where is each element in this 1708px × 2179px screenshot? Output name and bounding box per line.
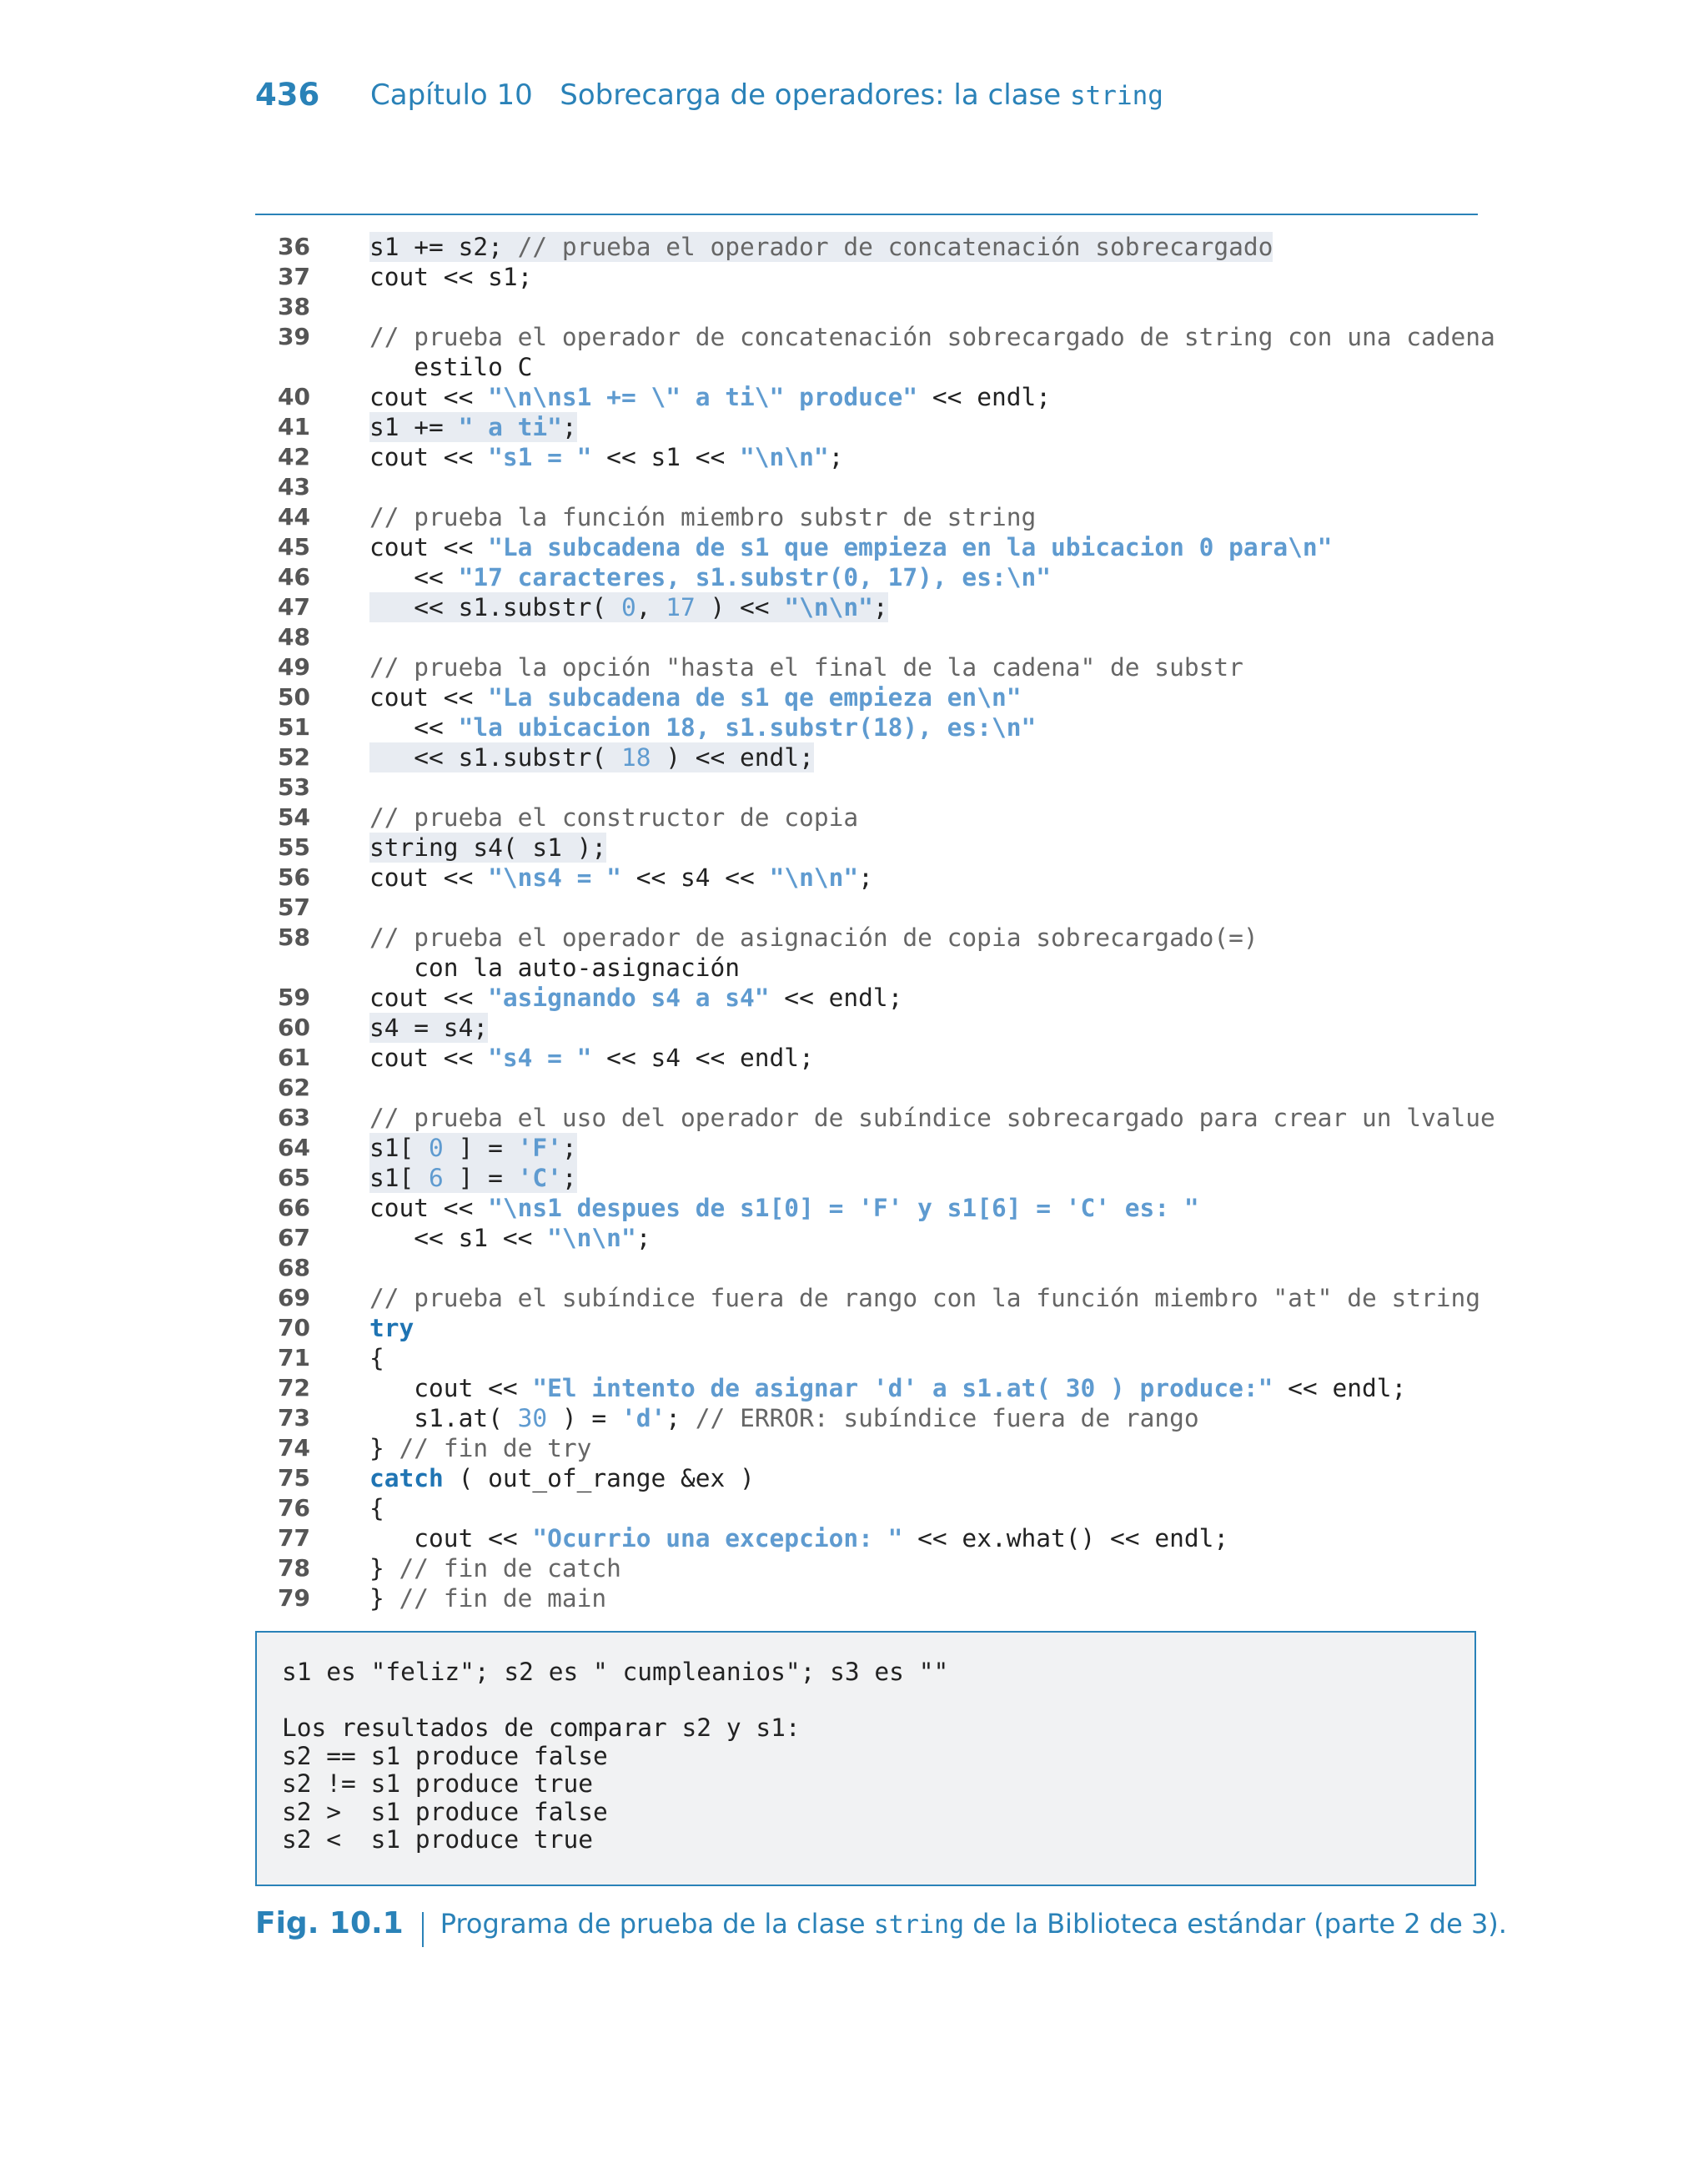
- output-line: s1 es "feliz"; s2 es " cumpleanios"; s3 es "": [282, 1658, 949, 1686]
- code-text: // prueba el subíndice fuera de rango con la función miembro "at" de string: [369, 1284, 1481, 1312]
- line-number: 47: [278, 593, 310, 621]
- code-line: [255, 803, 1478, 833]
- line-number: 52: [278, 743, 310, 771]
- code-text: cout << s1;: [369, 263, 533, 291]
- code-line: [255, 472, 1478, 502]
- code-line: [255, 1223, 1478, 1253]
- code-listing: [255, 232, 1495, 1613]
- code-text: cout << "s4 = " << s4 << endl;: [369, 1044, 814, 1072]
- code-line: [255, 1043, 1478, 1073]
- code-text: << "la ubicacion 18, s1.substr(18), es:\n": [369, 713, 1037, 742]
- code-line: [255, 1253, 1478, 1283]
- line-number: 58: [278, 923, 310, 951]
- code-text: cout << "La subcadena de s1 que empieza en la ubicacion 0 para\n": [369, 533, 1333, 561]
- code-line: [255, 292, 1478, 322]
- line-number: 68: [278, 1254, 310, 1281]
- code-line: [255, 953, 1478, 983]
- code-line: [255, 232, 1478, 262]
- code-line: [255, 712, 1478, 742]
- code-line: [255, 863, 1478, 893]
- code-text: // prueba el uso del operador de subíndice sobrecargado para crear un lvalue: [369, 1104, 1495, 1132]
- code-line: [255, 1463, 1478, 1493]
- code-line: [255, 1163, 1478, 1193]
- code-text: try: [369, 1314, 414, 1342]
- code-line: [255, 983, 1478, 1013]
- line-number: 76: [278, 1494, 310, 1522]
- line-number: 77: [278, 1524, 310, 1552]
- code-line: [255, 772, 1478, 803]
- line-number: 73: [278, 1404, 310, 1432]
- chapter-title-text: Sobrecarga de operadores: la clase: [560, 78, 1062, 112]
- code-text: // prueba el operador de asignación de copia sobrecargado(=): [369, 923, 1258, 952]
- line-number: 79: [278, 1584, 310, 1612]
- line-number: 64: [278, 1134, 310, 1161]
- output-line: s2 < s1 produce true: [282, 1825, 593, 1854]
- line-number: 56: [278, 863, 310, 891]
- program-output: [255, 1631, 1476, 1886]
- code-text: // prueba la opción "hasta el final de la cadena" de substr: [369, 653, 1243, 682]
- output-line: Los resultados de comparar s2 y s1:: [282, 1714, 801, 1742]
- line-number: 67: [278, 1224, 310, 1251]
- code-text: // prueba la función miembro substr de string: [369, 503, 1037, 531]
- code-line: [255, 622, 1478, 652]
- code-text: } // fin de try: [369, 1434, 592, 1462]
- line-number: 43: [278, 473, 310, 501]
- line-number: 42: [278, 443, 310, 471]
- code-line: [255, 562, 1478, 592]
- code-line: [255, 352, 1478, 382]
- line-number: 66: [278, 1194, 310, 1221]
- page-number: 436: [255, 77, 320, 113]
- code-line: [255, 1403, 1478, 1433]
- chapter-title: [370, 78, 1163, 112]
- code-text: cout << "\ns1 despues de s1[0] = 'F' y s1[6] = 'C' es: ": [369, 1194, 1199, 1222]
- code-text: s1 += " a ti";: [369, 413, 577, 441]
- code-line: [255, 682, 1478, 712]
- code-line: [255, 442, 1478, 472]
- code-line: [255, 652, 1478, 682]
- line-number: 72: [278, 1374, 310, 1402]
- code-text: cout << "\ns4 = " << s4 << "\n\n";: [369, 863, 873, 892]
- code-line: [255, 1553, 1478, 1583]
- line-number: 53: [278, 773, 310, 801]
- line-number: 51: [278, 713, 310, 741]
- code-text: << "17 caracteres, s1.substr(0, 17), es:\n": [369, 563, 1051, 591]
- line-number: 50: [278, 683, 310, 711]
- code-text: {: [369, 1344, 384, 1372]
- code-text: catch ( out_of_range &ex ): [369, 1464, 755, 1492]
- code-text: } // fin de main: [369, 1584, 607, 1613]
- line-number: 45: [278, 533, 310, 561]
- code-text: s1[ 6 ] = 'C';: [369, 1164, 577, 1192]
- line-number: 46: [278, 563, 310, 591]
- code-line: [255, 1493, 1478, 1523]
- code-line: [255, 1433, 1478, 1463]
- code-text: // prueba el operador de concatenación sobrecargado de string con una cadena: [369, 323, 1495, 351]
- code-text: s1.at( 30 ) = 'd'; // ERROR: subíndice fuera de rango: [369, 1404, 1199, 1432]
- line-number: 40: [278, 383, 310, 410]
- chapter-label: Capítulo 10: [370, 78, 533, 112]
- code-line: [255, 382, 1478, 412]
- code-line: [255, 1073, 1478, 1103]
- figure-caption: [255, 1906, 1507, 1947]
- code-text: cout << "\n\ns1 += \" a ti\" produce" << endl;: [369, 383, 1052, 411]
- caption-divider: [422, 1912, 424, 1947]
- header-rule: [255, 214, 1478, 215]
- code-text: cout << "La subcadena de s1 qe empieza en\n": [369, 683, 1022, 712]
- code-text: s4 = s4;: [369, 1014, 489, 1042]
- caption-text-after: de la Biblioteca estándar (parte 2 de 3).: [972, 1908, 1507, 1940]
- line-number: 44: [278, 503, 310, 531]
- code-line: [255, 893, 1478, 923]
- line-number: 78: [278, 1554, 310, 1582]
- output-line: s2 != s1 produce true: [282, 1769, 593, 1798]
- code-text: } // fin de catch: [369, 1554, 621, 1583]
- code-text: cout << "s1 = " << s1 << "\n\n";: [369, 443, 844, 471]
- line-number: 71: [278, 1344, 310, 1371]
- line-number: 41: [278, 413, 310, 440]
- code-line: [255, 412, 1478, 442]
- line-number: 39: [278, 323, 310, 350]
- line-number: 63: [278, 1104, 310, 1131]
- code-line: [255, 322, 1495, 352]
- line-number: 37: [278, 263, 310, 290]
- line-number: 75: [278, 1464, 310, 1492]
- code-text: << s1 << "\n\n";: [369, 1224, 651, 1252]
- code-line: [255, 1013, 1478, 1043]
- figure-label: Fig. 10.1: [255, 1906, 404, 1940]
- code-line: [255, 833, 1478, 863]
- code-text: cout << "Ocurrio una excepcion: " << ex.what() << endl;: [369, 1524, 1229, 1552]
- code-line: [255, 262, 1478, 292]
- output-line: s2 == s1 produce false: [282, 1741, 608, 1770]
- code-text: s1 += s2; // prueba el operador de concatenación sobrecargado: [369, 233, 1273, 261]
- code-line: [255, 532, 1478, 562]
- code-text: // prueba el constructor de copia: [369, 803, 859, 832]
- line-number: 49: [278, 653, 310, 681]
- code-text: << s1.substr( 18 ) << endl;: [369, 743, 814, 772]
- code-line: [255, 1523, 1478, 1553]
- code-line: [255, 1283, 1481, 1313]
- line-number: 70: [278, 1314, 310, 1341]
- code-text: {: [369, 1494, 384, 1522]
- output-line: s2 > s1 produce false: [282, 1797, 608, 1826]
- line-number: 38: [278, 293, 310, 320]
- code-line: [255, 923, 1478, 953]
- line-number: 57: [278, 893, 310, 921]
- code-text: cout << "El intento de asignar 'd' a s1.at( 30 ) produce:" << endl;: [369, 1374, 1407, 1402]
- line-number: 55: [278, 833, 310, 861]
- chapter-title-code: string: [1069, 81, 1163, 111]
- code-line: [255, 1133, 1478, 1163]
- code-text: string s4( s1 );: [369, 833, 607, 862]
- code-line: [255, 1193, 1478, 1223]
- code-line: [255, 1583, 1478, 1613]
- line-number: 74: [278, 1434, 310, 1462]
- line-number: 61: [278, 1044, 310, 1071]
- code-text: s1[ 0 ] = 'F';: [369, 1134, 577, 1162]
- code-line: [255, 502, 1478, 532]
- line-number: 60: [278, 1014, 310, 1041]
- code-line: [255, 592, 1478, 622]
- code-line: [255, 1343, 1478, 1373]
- caption-text-before: Programa de prueba de la clase: [440, 1908, 866, 1940]
- line-number: 54: [278, 803, 310, 831]
- code-text: con la auto-asignación: [369, 954, 741, 982]
- line-number: 59: [278, 984, 310, 1011]
- caption-text: [440, 1908, 1507, 1940]
- code-text: << s1.substr( 0, 17 ) << "\n\n";: [369, 593, 888, 621]
- code-text: cout << "asignando s4 a s4" << endl;: [369, 984, 903, 1012]
- code-line: [255, 742, 1478, 772]
- line-number: 69: [278, 1284, 310, 1311]
- code-line: [255, 1313, 1478, 1343]
- caption-code: string: [873, 1910, 965, 1940]
- code-line: [255, 1103, 1495, 1133]
- line-number: 65: [278, 1164, 310, 1191]
- line-number: 62: [278, 1074, 310, 1101]
- line-number: 36: [278, 233, 310, 260]
- line-number: 48: [278, 623, 310, 651]
- code-line: [255, 1373, 1478, 1403]
- code-text: estilo C: [369, 353, 533, 381]
